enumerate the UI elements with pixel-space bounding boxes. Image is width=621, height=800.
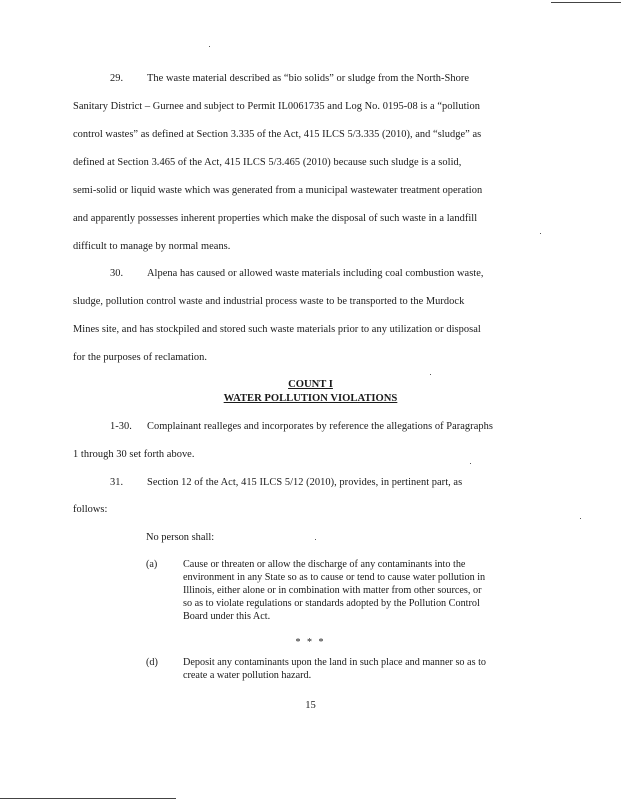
quote-lead: No person shall: xyxy=(146,532,215,543)
paragraph-29-line-1: 29. The waste material described as “bio solids” or sludge from the North-Shore xyxy=(110,73,470,84)
paragraph-1-30-line-2: 1 through 30 set forth above. xyxy=(73,449,195,460)
paragraph-30-line-3: Mines site, and has stockpiled and stored such waste materials prior to any utilization or disposal xyxy=(73,324,481,335)
quote-item-text: Deposit any contaminants upon the land in such place and manner so as to create a water pollution hazard. xyxy=(183,657,487,681)
paragraph-29-line-3: control wastes” as defined at Section 3.335 of the Act, 415 ILCS 5/3.335 (2010), and “sludge” as xyxy=(73,129,482,140)
paragraph-29-line-5: semi-solid or liquid waste which was generated from a municipal wastewater treatment operation xyxy=(73,185,483,196)
paragraph-number: 31. xyxy=(110,477,124,488)
paragraph-29-line-4: defined at Section 3.465 of the Act, 415 ILCS 5/3.465 (2010) because such sludge is a solid, xyxy=(73,157,462,168)
quote-item-text: Cause or threaten or allow the discharge of any contaminants into the environment in any State so as to cause or tend to cause water pollution in Illinois, either alone or in combination with matter from other sources, or so as to violate regulations or standards adopted by the Pollution Control Board under this Act. xyxy=(183,559,486,622)
count-title: COUNT I xyxy=(288,379,333,390)
scan-speck xyxy=(430,374,431,375)
paragraph-1-30-line-1: 1-30. Complainant realleges and incorporates by reference the allegations of Paragraphs xyxy=(110,421,493,432)
scan-speck xyxy=(580,518,581,519)
scan-speck xyxy=(315,539,316,540)
paragraph-30-line-4: for the purposes of reclamation. xyxy=(73,352,208,363)
scan-speck xyxy=(540,233,541,234)
paragraph-29-line-2: Sanitary District – Gurnee and subject to Permit IL0061735 and Log No. 0195-08 is a “pollution xyxy=(73,101,480,112)
page-number: 15 xyxy=(305,700,316,711)
paragraph-number: 29. xyxy=(110,73,124,84)
paragraph-29-line-7: difficult to manage by normal means. xyxy=(73,241,231,252)
paragraph-31-line-1: 31. Section 12 of the Act, 415 ILCS 5/12 (2010), provides, in pertinent part, as xyxy=(110,477,463,488)
ellipsis-stars: * * * xyxy=(295,637,326,648)
paragraph-number: 1-30. xyxy=(110,421,132,432)
quote-item-label: (d) xyxy=(146,657,158,668)
quote-item-label: (a) xyxy=(146,559,158,570)
footnote-rule xyxy=(0,798,176,799)
scan-speck xyxy=(470,463,471,464)
paragraph-number: 30. xyxy=(110,268,124,279)
count-subtitle: WATER POLLUTION VIOLATIONS xyxy=(223,393,398,404)
paragraph-31-line-2: follows: xyxy=(73,504,108,515)
paragraph-30-line-1: 30. Alpena has caused or allowed waste materials including coal combustion waste, xyxy=(110,268,484,279)
top-margin-rule xyxy=(551,2,621,3)
paragraph-29-line-6: and apparently possesses inherent properties which make the disposal of such waste in a landfill xyxy=(73,213,478,224)
scan-speck xyxy=(209,46,210,47)
paragraph-30-line-2: sludge, pollution control waste and industrial process waste to be transported to the Murdock xyxy=(73,296,465,307)
